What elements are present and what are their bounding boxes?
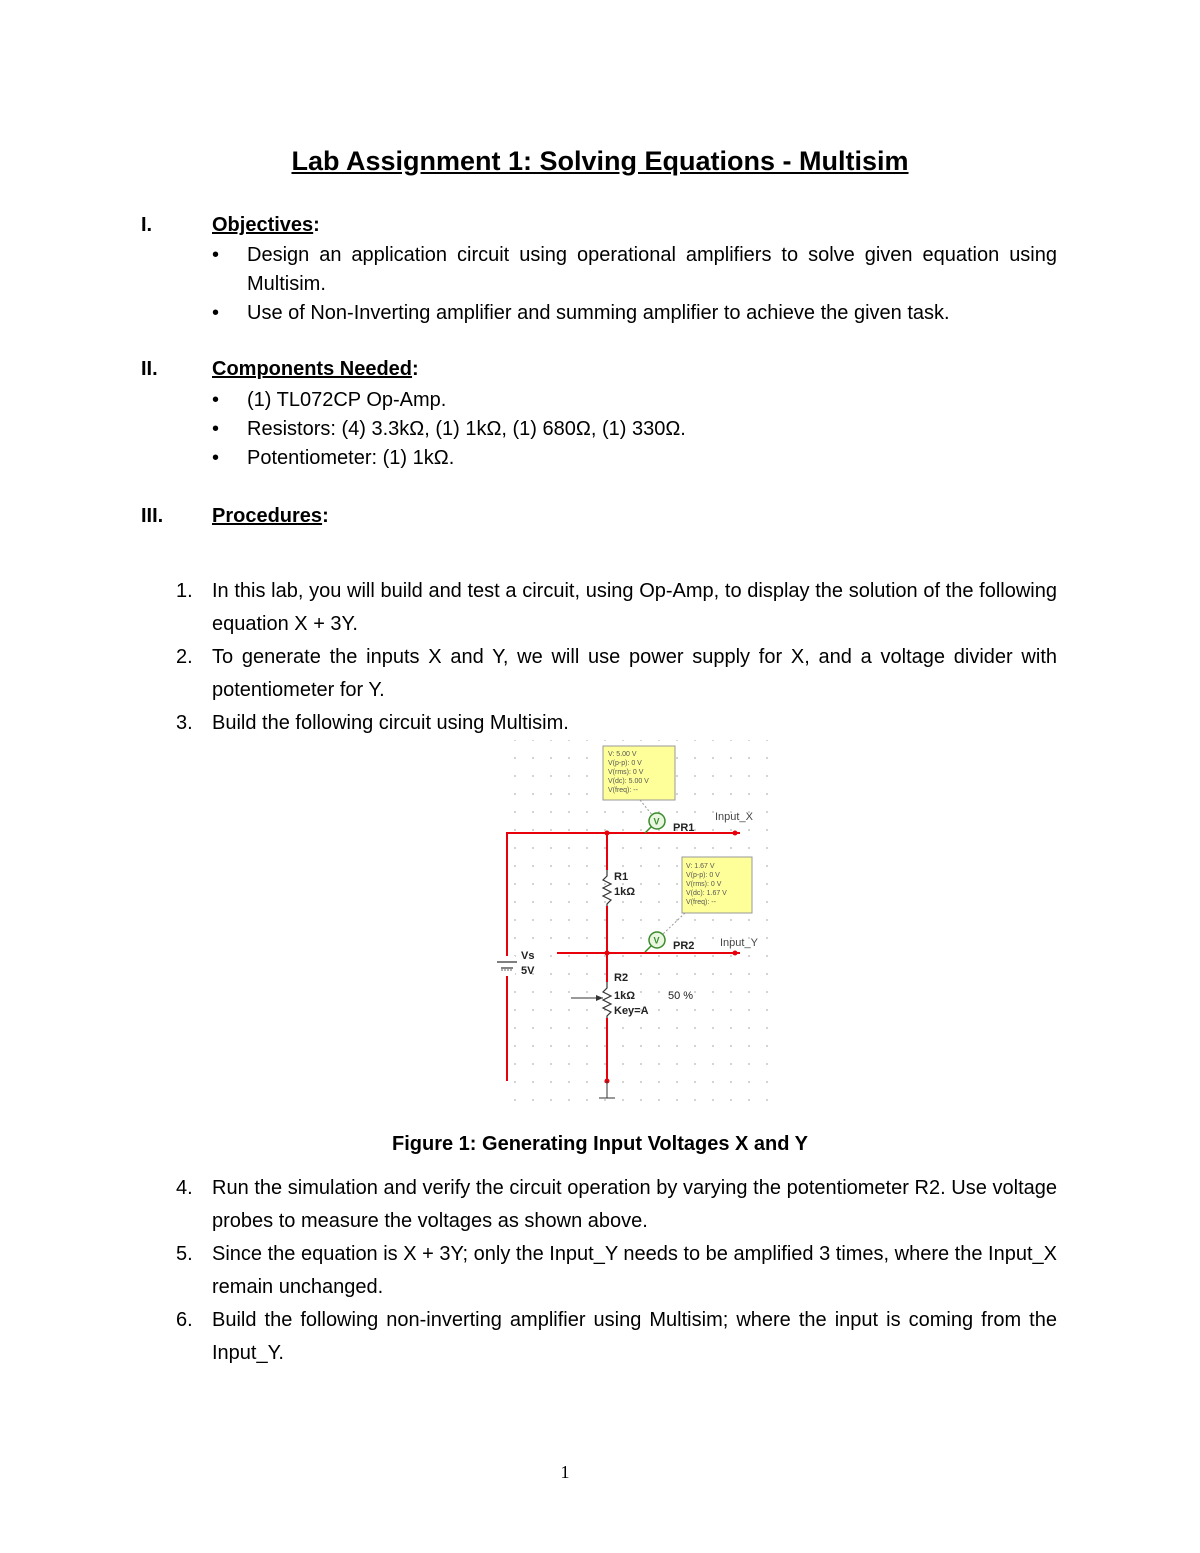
figure-caption: Figure 1: Generating Input Voltages X and Y (392, 1133, 808, 1155)
source-value: 5V (521, 965, 535, 977)
circuit-schematic (495, 738, 775, 1113)
probe-2-symbol: V (653, 935, 660, 946)
step-text: Build the following non-inverting amplifier using Multisim; where the input is coming from the Input_Y. (212, 1309, 1057, 1364)
voltage-source-symbol (497, 956, 517, 976)
probe-2-readout-line: V: 1.67 V (686, 863, 715, 870)
components-list (212, 386, 1057, 473)
probe-2-readout-line: V(freq): -- (686, 899, 716, 906)
step-number: 5. (176, 1243, 193, 1265)
page-title: Lab Assignment 1: Solving Equations - Multisim (291, 146, 909, 176)
r1-value: 1kΩ (614, 886, 636, 898)
probe-1-readout-line: V(freq): -- (608, 787, 638, 794)
procedure-step (176, 575, 1057, 641)
procedure-steps-part-2 (176, 1172, 1057, 1370)
probe-1-symbol: V (653, 816, 660, 827)
junction-dot (605, 951, 610, 956)
procedure-step (176, 1172, 1057, 1238)
probe-1-readout-line: V: 5.00 V (608, 751, 637, 758)
procedure-step (176, 641, 1057, 707)
component-item: • Resistors: (4) 3.3kΩ, (1) 1kΩ, (1) 680Ω, (1) 330Ω. (212, 415, 1057, 444)
step-text: To generate the inputs X and Y, we will use power supply for X, and a voltage divider with potentiometer for Y. (212, 646, 1057, 701)
procedure-steps-part-1 (176, 575, 1057, 740)
probe-1-label: PR1 (673, 822, 695, 834)
junction-dot (605, 831, 610, 836)
objectives-list (212, 241, 1057, 328)
step-text: Since the equation is X + 3Y; only the Input_Y needs to be amplified 3 times, where the Input_X remain unchanged. (212, 1243, 1057, 1298)
page-number: 1 (560, 1462, 570, 1482)
section-2-numeral: II. (141, 358, 158, 380)
probe-1-readout-line: V(p-p): 0 V (608, 760, 642, 767)
section-2-heading-text: Components Needed (212, 358, 413, 380)
step-number: 4. (176, 1177, 193, 1199)
r2-setting: 50 % (668, 990, 694, 1002)
section-2-heading: Components Needed: (212, 358, 419, 380)
probe-2-readout-line: V(dc): 1.67 V (686, 890, 727, 897)
component-item: • (1) TL072CP Op-Amp. (212, 386, 1057, 415)
step-number: 3. (176, 712, 193, 734)
step-text: In this lab, you will build and test a circuit, using Op-Amp, to display the solution of the following equation X + 3Y. (212, 580, 1057, 635)
section-3-numeral: III. (141, 505, 164, 527)
procedure-step (176, 707, 1057, 740)
r1-name: R1 (614, 871, 629, 883)
probe-1-readout-line: V(rms): 0 V (608, 769, 644, 776)
section-3-heading: Procedures: (212, 505, 329, 527)
component-item: • Potentiometer: (1) 1kΩ. (212, 444, 1057, 473)
objective-item: • Design an application circuit using operational amplifiers to solve given equation using Multisim. (212, 241, 1057, 299)
probe-2-readout-line: V(rms): 0 V (686, 881, 722, 888)
procedure-step (176, 1238, 1057, 1304)
probe-1-readout-line: V(dc): 5.00 V (608, 778, 649, 785)
procedure-step (176, 1304, 1057, 1370)
step-text: Run the simulation and verify the circuit operation by varying the potentiometer R2. Use voltage probes to measure the voltages as shown above. (212, 1177, 1057, 1232)
section-1-heading: Objectives: (212, 214, 320, 236)
r2-name: R2 (614, 972, 629, 984)
net-input-x-label: Input_X (715, 811, 753, 823)
r2-key: Key=A (614, 1005, 649, 1017)
input-y-terminal (733, 951, 738, 956)
probe-2-label: PR2 (673, 940, 695, 952)
step-number: 2. (176, 646, 193, 668)
r2-value: 1kΩ (614, 990, 636, 1002)
step-number: 6. (176, 1309, 193, 1331)
objective-item: • Use of Non-Inverting amplifier and summing amplifier to achieve the given task. (212, 299, 1057, 328)
input-x-terminal (733, 831, 738, 836)
step-number: 1. (176, 580, 193, 602)
net-input-y-label: Input_Y (720, 937, 758, 949)
probe-2-readout-line: V(p-p): 0 V (686, 872, 720, 879)
section-1-numeral: I. (141, 214, 153, 236)
source-name: Vs (521, 950, 535, 962)
step-text: Build the following circuit using Multisim. (212, 712, 569, 734)
section-1-heading-text: Objectives (212, 214, 314, 236)
probe-1-readout-box (603, 746, 675, 800)
probe-2-readout-box (682, 857, 752, 913)
section-3-heading-text: Procedures (212, 505, 323, 527)
